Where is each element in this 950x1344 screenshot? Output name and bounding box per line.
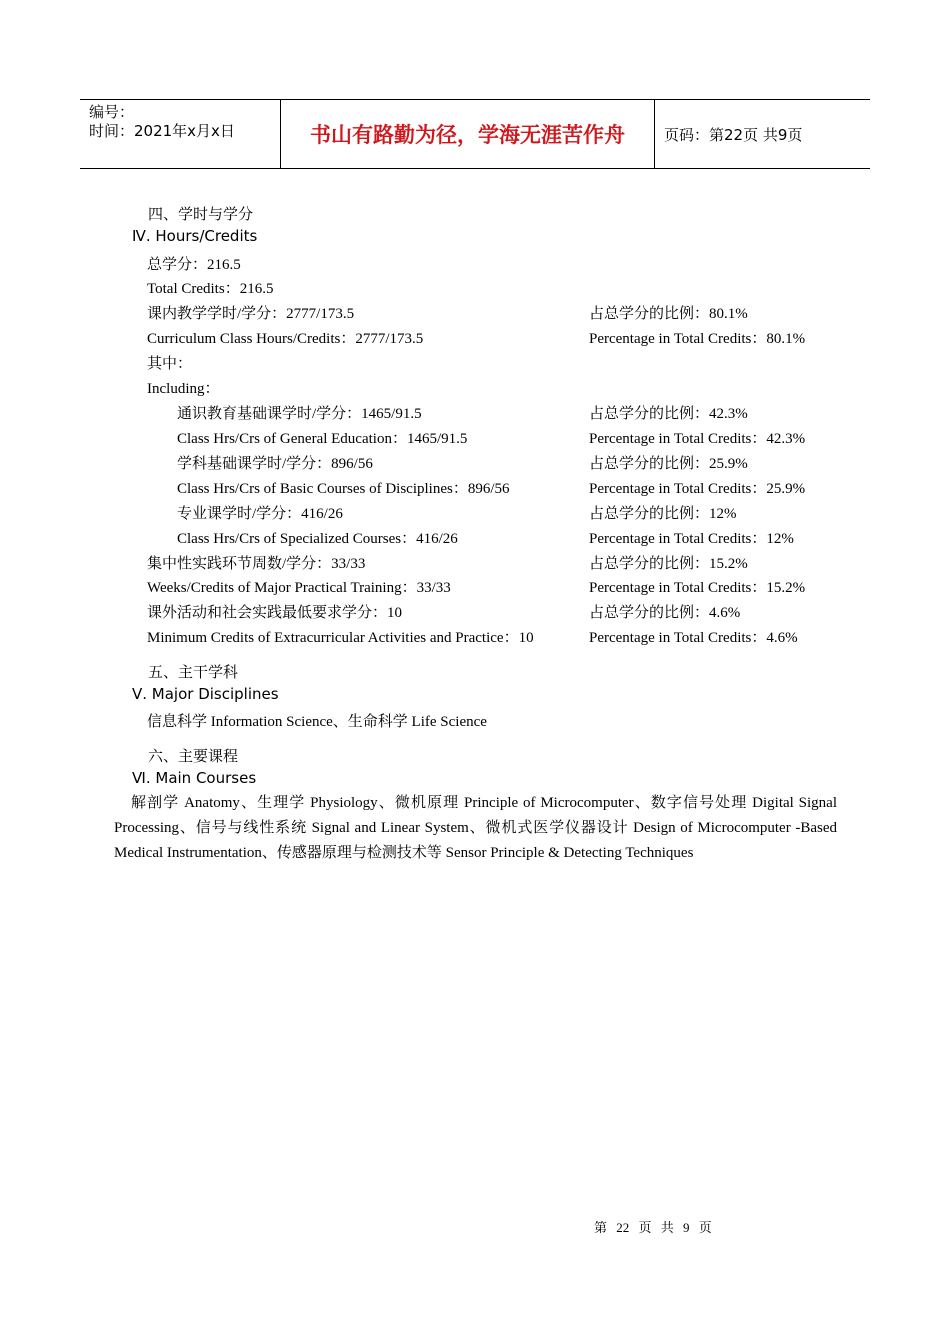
specialized-pct-cn: 占总学分的比例：12% xyxy=(589,506,737,522)
curriculum-pct-cn: 占总学分的比例：80.1% xyxy=(589,306,748,322)
total-credits-en: Total Credits：216.5 xyxy=(147,281,274,297)
practical-en: Weeks/Credits of Major Practical Training：33/33 xyxy=(147,580,451,596)
specialized-pct-en: Percentage in Total Credits：12% xyxy=(589,531,794,547)
extracurricular-pct-cn: 占总学分的比例：4.6% xyxy=(589,605,741,621)
document-header xyxy=(80,99,870,169)
general-edu-cn: 通识教育基础课学时/学分：1465/91.5 xyxy=(177,406,422,422)
time-label: 时间：2021年x月x日 xyxy=(89,122,235,140)
main-courses-paragraph: 解剖学 Anatomy、生理学 Physiology、微机原理 Principle of Microcomputer、数字信号处理 Digital Signal Processing、信号与线性系统 Signal and Linear System、微机式医学仪器设计 Design of Microcomputer -Based Medical Instrumentation、传感器原理与检测技术等 Sensor Principle & Detecting Techniques xyxy=(114,795,837,861)
basic-courses-en: Class Hrs/Crs of Basic Courses of Disciplines：896/56 xyxy=(177,481,510,497)
total-credits-cn: 总学分：216.5 xyxy=(147,257,241,273)
basic-courses-pct-cn: 占总学分的比例：25.9% xyxy=(589,456,748,472)
extracurricular-pct-en: Percentage in Total Credits：4.6% xyxy=(589,630,798,646)
curriculum-en: Curriculum Class Hours/Credits：2777/173.5 xyxy=(147,331,424,347)
section4-title-en: Ⅳ. Hours/Credits xyxy=(132,227,258,245)
header-meta-cell xyxy=(80,100,281,168)
extracurricular-cn: 课外活动和社会实践最低要求学分：10 xyxy=(147,605,403,621)
practical-pct-cn: 占总学分的比例：15.2% xyxy=(589,556,748,572)
specialized-cn: 专业课学时/学分：416/26 xyxy=(177,506,343,522)
practical-pct-en: Percentage in Total Credits：15.2% xyxy=(589,580,806,596)
including-en: Including： xyxy=(147,381,220,397)
basic-courses-cn: 学科基础课学时/学分：896/56 xyxy=(177,456,373,472)
header-page-info: 页码：第22页 共9页 xyxy=(664,125,803,144)
general-edu-pct-cn: 占总学分的比例：42.3% xyxy=(589,406,748,422)
section6-title-cn: 六、主要课程 xyxy=(148,747,239,765)
section4-title-cn: 四、学时与学分 xyxy=(148,205,254,223)
practical-cn: 集中性实践环节周数/学分：33/33 xyxy=(147,556,366,572)
specialized-en: Class Hrs/Crs of Specialized Courses：416/26 xyxy=(177,531,458,547)
section6-title-en: Ⅵ. Main Courses xyxy=(132,769,257,787)
extracurricular-en: Minimum Credits of Extracurricular Activities and Practice：10 xyxy=(147,630,534,646)
curriculum-pct-en: Percentage in Total Credits：80.1% xyxy=(589,331,806,347)
general-edu-en: Class Hrs/Crs of General Education：1465/91.5 xyxy=(177,431,468,447)
basic-courses-pct-en: Percentage in Total Credits：25.9% xyxy=(589,481,806,497)
section5-title-en: Ⅴ. Major Disciplines xyxy=(132,685,279,703)
header-motto: 书山有路勤为径，学海无涯苦作舟 xyxy=(281,100,655,168)
major-disciplines: 信息科学 Information Science、生命科学 Life Science xyxy=(147,714,487,730)
general-edu-pct-en: Percentage in Total Credits：42.3% xyxy=(589,431,806,447)
page-footer: 第 22 页 共 9 页 xyxy=(594,1220,712,1235)
number-label: 编号： xyxy=(89,103,135,121)
including-cn: 其中： xyxy=(147,356,193,372)
section5-title-cn: 五、主干学科 xyxy=(148,663,239,681)
curriculum-cn: 课内教学学时/学分：2777/173.5 xyxy=(147,306,355,322)
